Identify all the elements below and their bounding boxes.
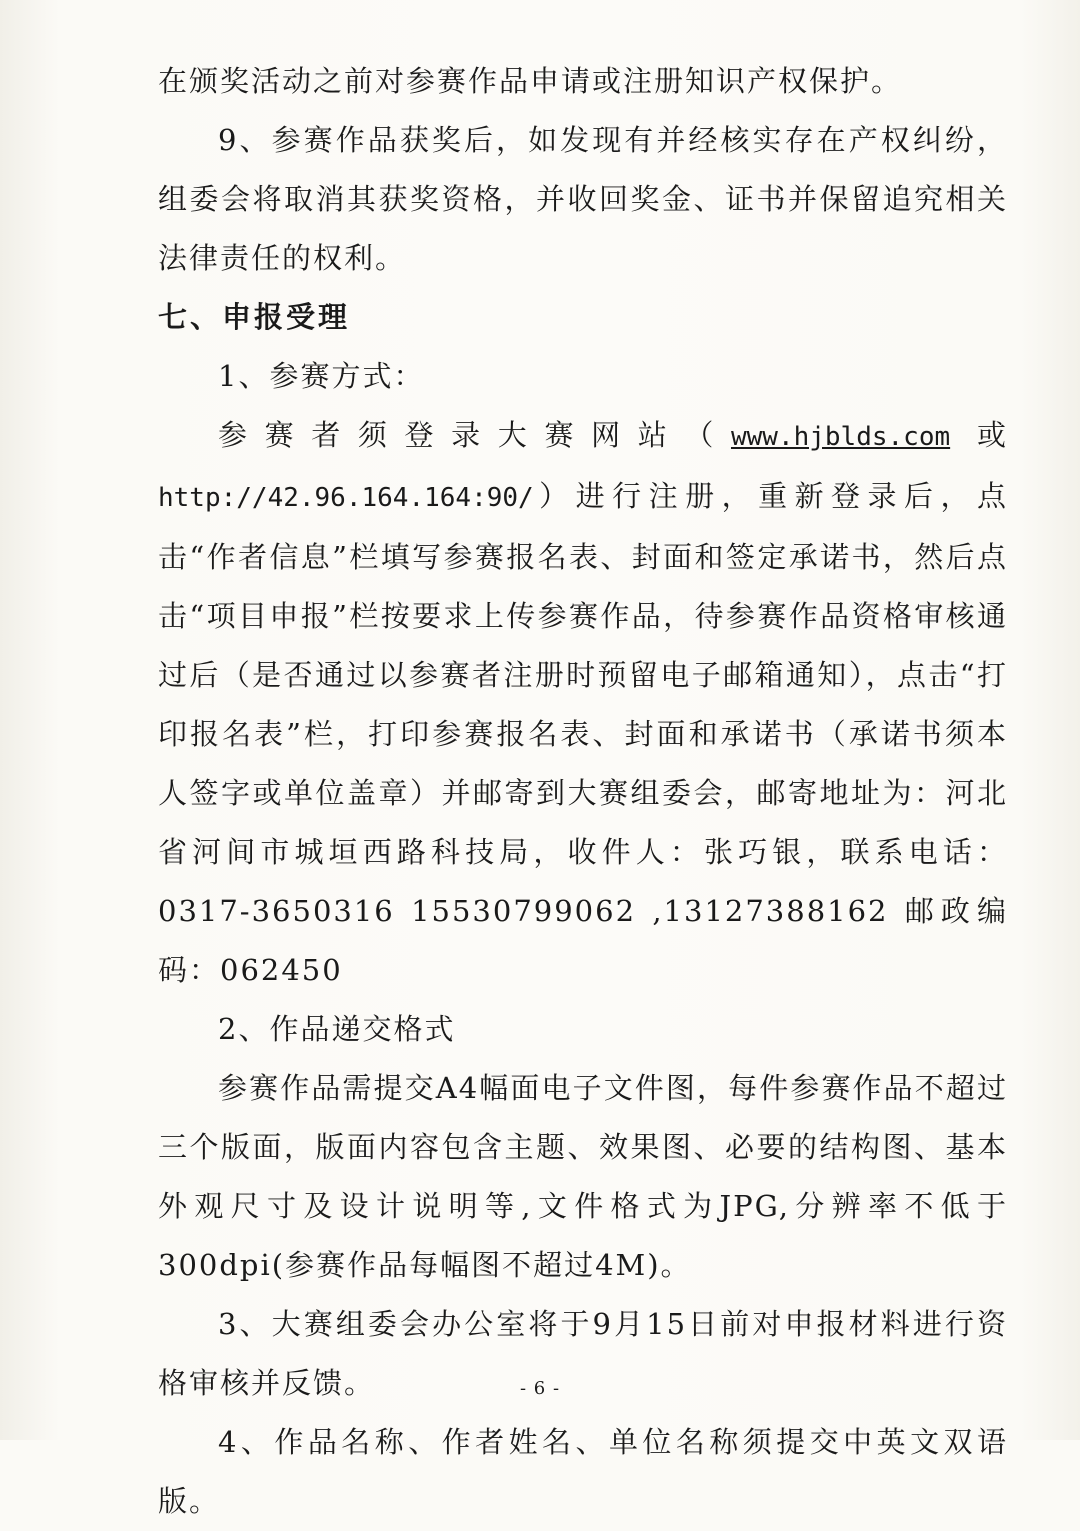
item-1-or: 或: [950, 418, 1008, 452]
document-body: [158, 52, 1008, 1531]
item-1-title: 1、参赛方式：: [218, 359, 425, 393]
item-1-lead: 参赛者须登录大赛网站（: [218, 418, 731, 452]
item-1-body: ）进行注册，重新登录后，点击“作者信息”栏填写参赛报名表、封面和签定承诺书，然后点击“项目申报”栏按要求上传参赛作品，待参赛作品资格审核通过后（是否通过以参赛者注册时预留电子邮箱通知），点击“打印报名表”栏，打印参赛报名表、封面和承诺书（承诺书须本人签字或单位盖章）并邮寄到大赛组委会，邮寄地址为：河北省河间市城垣西路科技局，收件人：张巧银，联系电话：0317-3650316 15530799062 ,13127388162 邮政编码：062450: [158, 479, 1008, 987]
page-number: - 6 -: [519, 1378, 561, 1399]
paragraph-continuation: 在颁奖活动之前对参赛作品申请或注册知识产权保护。: [158, 64, 903, 98]
item-2-paragraph: 参赛作品需提交A4幅面电子文件图，每件参赛作品不超过三个版面，版面内容包含主题、效果图、必要的结构图、基本外观尺寸及设计说明等,文件格式为JPG,分辨率不低于300dpi(参赛作品每幅图不超过4M)。: [158, 1071, 1008, 1282]
item-4-paragraph: 4、作品名称、作者姓名、单位名称须提交中英文双语版。: [158, 1425, 1008, 1518]
paragraph-clause-9: 9、参赛作品获奖后，如发现有并经核实存在产权纠纷，组委会将取消其获奖资格，并收回奖金、证书并保留追究相关法律责任的权利。: [158, 123, 1008, 275]
item-1-paragraph: [158, 406, 1008, 1000]
item-2-title: 2、作品递交格式: [218, 1012, 456, 1046]
website-link-secondary[interactable]: http://42.96.164.164:90/: [158, 483, 534, 513]
item-3-paragraph: 3、大赛组委会办公室将于9月15日前对申报材料进行资格审核并反馈。: [158, 1307, 1008, 1400]
website-link-primary[interactable]: www.hjblds.com: [730, 422, 951, 452]
section-heading-7: 七、申报受理: [158, 300, 351, 334]
